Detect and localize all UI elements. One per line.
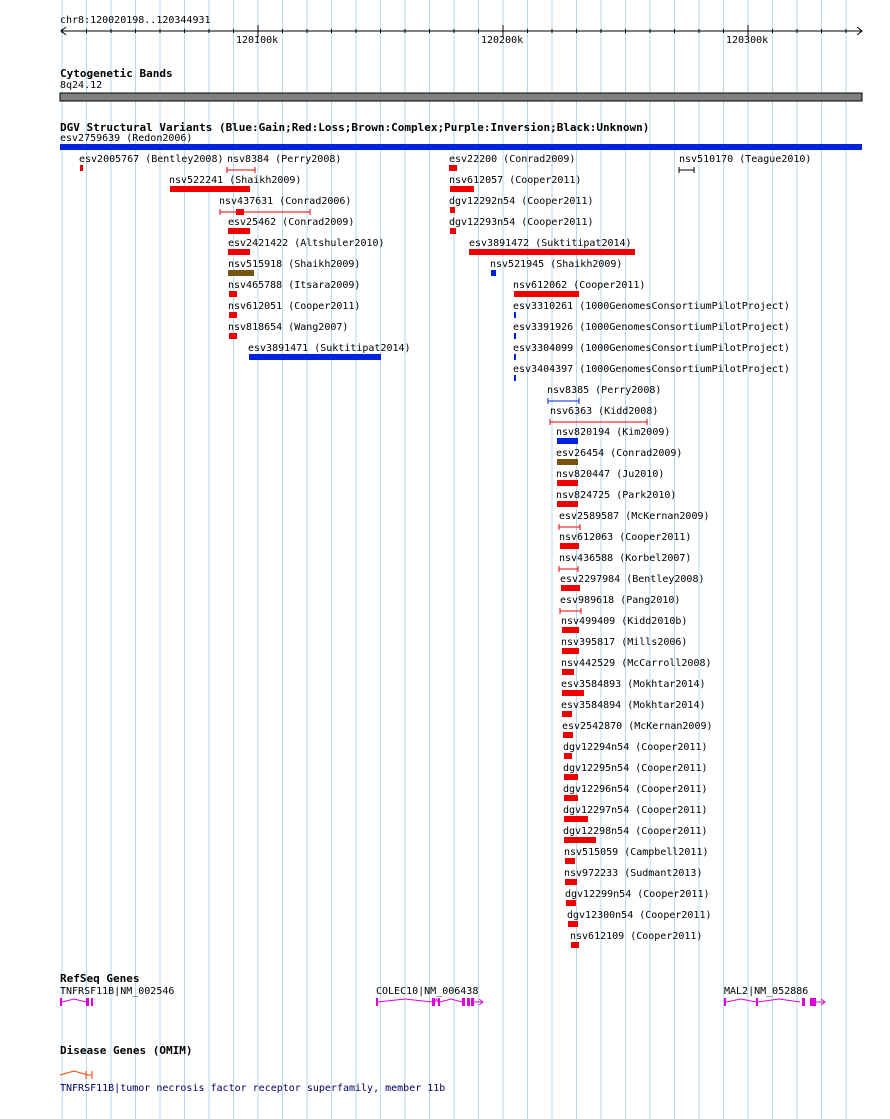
ruler-tick-label: 120300k xyxy=(726,35,769,46)
dgv-variant-label[interactable]: nsv612063 (Cooper2011) xyxy=(559,532,692,543)
dgv-variant-label[interactable]: dgv12292n54 (Cooper2011) xyxy=(449,196,594,207)
dgv-variant-label[interactable]: nsv612057 (Cooper2011) xyxy=(449,175,582,186)
dgv-variant-label[interactable]: nsv820447 (Ju2010) xyxy=(556,469,665,480)
gene-exon[interactable] xyxy=(376,998,378,1006)
dgv-variant-bar[interactable] xyxy=(228,249,250,255)
dgv-variant-label[interactable]: esv2421422 (Altshuler2010) xyxy=(228,238,385,249)
dgv-variant-bar[interactable] xyxy=(450,228,456,234)
dgv-track-title: DGV Structural Variants (Blue:Gain;Red:Loss;Brown:Complex;Purple:Inversion;Black:Unknown) xyxy=(60,121,650,134)
dgv-variant-bar[interactable] xyxy=(564,837,596,843)
dgv-variant-bar[interactable] xyxy=(229,333,237,339)
dgv-variant-label[interactable]: nsv515059 (Campbell2011) xyxy=(564,847,709,858)
dgv-variant-bar[interactable] xyxy=(562,669,574,675)
dgv-variant-bar[interactable] xyxy=(563,732,573,738)
dgv-variant-bar[interactable] xyxy=(514,291,579,297)
dgv-variant-bar[interactable] xyxy=(562,690,584,696)
omim-track-title: Disease Genes (OMIM) xyxy=(60,1044,193,1057)
dgv-variant-bar[interactable] xyxy=(491,270,496,276)
dgv-variant-label[interactable]: nsv820194 (Kim2009) xyxy=(556,427,671,438)
gene-label-tnfrsf11b[interactable]: TNFRSF11B|NM_002546 xyxy=(60,986,175,997)
gene-exon[interactable] xyxy=(438,998,440,1006)
gene-exon[interactable] xyxy=(802,998,805,1006)
dgv-variant-bar[interactable] xyxy=(561,585,580,591)
dgv-variant-label[interactable]: nsv8384 (Perry2008) xyxy=(227,154,342,165)
dgv-variant-label[interactable]: esv3584894 (Mokhtar2014) xyxy=(561,700,706,711)
dgv-variant-bar[interactable] xyxy=(229,312,237,318)
gene-exon[interactable] xyxy=(724,998,726,1006)
dgv-variant-label[interactable]: nsv824725 (Park2010) xyxy=(556,490,677,501)
gene-exon[interactable] xyxy=(60,998,62,1006)
dgv-variant-label[interactable]: dgv12296n54 (Cooper2011) xyxy=(563,784,708,795)
gene-intron xyxy=(62,999,86,1002)
dgv-variant-bar[interactable] xyxy=(568,921,578,927)
dgv-variant-bar[interactable] xyxy=(565,879,577,885)
dgv-variant-label[interactable]: dgv12297n54 (Cooper2011) xyxy=(563,805,708,816)
dgv-variant-label[interactable]: dgv12294n54 (Cooper2011) xyxy=(563,742,708,753)
dgv-variant-bar[interactable] xyxy=(450,186,474,192)
dgv-variant-label[interactable]: esv25462 (Conrad2009) xyxy=(228,217,355,228)
dgv-variant-bar[interactable] xyxy=(562,648,579,654)
dgv-variant-label[interactable]: esv2542870 (McKernan2009) xyxy=(562,721,713,732)
dgv-variant-label[interactable]: dgv12300n54 (Cooper2011) xyxy=(567,910,712,921)
dgv-variant-bar[interactable] xyxy=(564,753,572,759)
refseq-gene-glyphs xyxy=(60,998,825,1006)
chromosome-ideogram[interactable] xyxy=(60,93,862,101)
cytogenetic-track-title: Cytogenetic Bands xyxy=(60,67,173,80)
gene-exon[interactable] xyxy=(86,998,89,1006)
dgv-variant-label[interactable]: nsv442529 (McCarroll2008) xyxy=(561,658,712,669)
dgv-variant-label[interactable]: esv3891472 (Suktitipat2014) xyxy=(469,238,632,249)
dgv-variant-label[interactable]: nsv395817 (Mills2006) xyxy=(561,637,688,648)
dgv-variant-bar[interactable] xyxy=(228,270,254,276)
dgv-variant-bar[interactable] xyxy=(514,375,516,381)
dgv-variant-label[interactable]: dgv12295n54 (Cooper2011) xyxy=(563,763,708,774)
dgv-variant-label[interactable]: nsv972233 (Sudmant2013) xyxy=(564,868,703,879)
dgv-variant-bar[interactable] xyxy=(514,333,516,339)
dgv-variant-label[interactable]: esv3584893 (Mokhtar2014) xyxy=(561,679,706,690)
dgv-variant-label[interactable]: esv2297984 (Bentley2008) xyxy=(560,574,705,585)
dgv-variant-label[interactable]: nsv436588 (Korbel2007) xyxy=(559,553,692,564)
dgv-variant-bar[interactable] xyxy=(557,501,578,507)
gene-exon[interactable] xyxy=(467,998,470,1006)
cytoband-label: 8q24.12 xyxy=(60,80,103,91)
dgv-variant-label[interactable]: esv989618 (Pang2010) xyxy=(560,595,681,606)
dgv-variant-bar[interactable] xyxy=(562,627,579,633)
dgv-variant-bar[interactable] xyxy=(514,354,516,360)
dgv-variant-bar[interactable] xyxy=(249,354,381,360)
dgv-variant-bar[interactable] xyxy=(571,942,579,948)
dgv-variant-label[interactable]: dgv12299n54 (Cooper2011) xyxy=(565,889,710,900)
dgv-variant-label[interactable]: esv2589587 (McKernan2009) xyxy=(559,511,710,522)
dgv-variant-label[interactable]: nsv6363 (Kidd2008) xyxy=(550,406,659,417)
gene-exon[interactable] xyxy=(756,998,758,1006)
omim-gene-label[interactable]: TNFRSF11B|tumor necrosis factor receptor superfamily, member 11b xyxy=(60,1083,446,1094)
dgv-variant-bar[interactable] xyxy=(228,228,250,234)
dgv-variant-label[interactable]: nsv515918 (Shaikh2009) xyxy=(228,259,361,270)
refseq-track-title: RefSeq Genes xyxy=(60,972,140,985)
dgv-variant-bar[interactable] xyxy=(565,858,575,864)
gene-label-mal2[interactable]: MAL2|NM_052886 xyxy=(724,986,809,997)
ruler-location: chr8:120020198..120344931 xyxy=(60,15,211,26)
gene-intron xyxy=(435,999,438,1002)
dgv-variant-core xyxy=(236,209,244,215)
dgv-variant-label[interactable]: nsv612051 (Cooper2011) xyxy=(228,301,361,312)
dgv-variant-label[interactable]: nsv8385 (Perry2008) xyxy=(547,385,662,396)
dgv-variant-label[interactable]: dgv12293n54 (Cooper2011) xyxy=(449,217,594,228)
dgv-variant-bar[interactable] xyxy=(450,207,455,213)
gene-exon[interactable] xyxy=(810,998,816,1006)
ruler-tick-label: 120200k xyxy=(481,35,524,46)
dgv-variant-bar[interactable] xyxy=(557,459,578,465)
dgv-variant-bar[interactable] xyxy=(469,249,635,255)
dgv-variant-label[interactable]: nsv437631 (Conrad2006) xyxy=(219,196,352,207)
dgv-variant-label[interactable]: nsv510170 (Teague2010) xyxy=(679,154,812,165)
dgv-variant-label[interactable]: nsv521945 (Shaikh2009) xyxy=(490,259,623,270)
dgv-variant-bar[interactable] xyxy=(564,795,578,801)
dgv-variant-bar[interactable] xyxy=(229,291,237,297)
gene-strand-arrow-icon xyxy=(816,999,825,1005)
dgv-variant-label[interactable]: esv3310261 (1000GenomesConsortiumPilotProject) xyxy=(513,301,790,312)
dgv-variant-bar[interactable] xyxy=(566,900,576,906)
gene-intron xyxy=(440,999,462,1002)
dgv-variant-label[interactable]: nsv818654 (Wang2007) xyxy=(228,322,349,333)
dgv-variant-label[interactable]: nsv612062 (Cooper2011) xyxy=(513,280,646,291)
ruler-tick-label: 120100k xyxy=(236,35,279,46)
dgv-variant-bar[interactable] xyxy=(60,144,862,150)
gene-exon[interactable] xyxy=(462,998,465,1006)
omim-intron xyxy=(60,1071,88,1075)
dgv-variant-bar[interactable] xyxy=(564,774,578,780)
dgv-variant-bar[interactable] xyxy=(170,186,250,192)
gene-label-colec10[interactable]: COLEC10|NM_006438 xyxy=(376,986,479,997)
dgv-variant-label[interactable]: esv3391926 (1000GenomesConsortiumPilotProject) xyxy=(513,322,790,333)
dgv-variant-bar[interactable] xyxy=(557,480,578,486)
dgv-variant-label[interactable]: esv3304099 (1000GenomesConsortiumPilotProject) xyxy=(513,343,790,354)
dgv-variant-bar[interactable] xyxy=(562,711,572,717)
dgv-variant-bar[interactable] xyxy=(514,312,516,318)
gene-exon[interactable] xyxy=(471,998,474,1006)
dgv-variant-label[interactable]: esv26454 (Conrad2009) xyxy=(556,448,683,459)
dgv-variant-label[interactable]: nsv612109 (Cooper2011) xyxy=(570,931,703,942)
dgv-variant-label[interactable]: nsv522241 (Shaikh2009) xyxy=(169,175,302,186)
dgv-variant-bar[interactable] xyxy=(557,438,578,444)
dgv-variant-label[interactable]: esv3891471 (Suktitipat2014) xyxy=(248,343,411,354)
dgv-variant-label[interactable]: esv3404397 (1000GenomesConsortiumPilotProject) xyxy=(513,364,790,375)
dgv-variant-label[interactable]: esv2005767 (Bentley2008) xyxy=(79,154,224,165)
dgv-variant-bar[interactable] xyxy=(449,165,457,171)
dgv-variant-bar[interactable] xyxy=(564,816,588,822)
dgv-variant-label[interactable]: esv2759639 (Redon2006) xyxy=(60,133,193,144)
gene-exon[interactable] xyxy=(91,998,93,1006)
omim-gene-glyph xyxy=(60,1071,92,1079)
dgv-variant-bar[interactable] xyxy=(560,543,579,549)
dgv-variant-label[interactable]: nsv499409 (Kidd2010b) xyxy=(561,616,688,627)
gene-intron xyxy=(726,999,756,1002)
dgv-variant-glyphs xyxy=(60,144,862,948)
dgv-variant-label[interactable]: dgv12298n54 (Cooper2011) xyxy=(563,826,708,837)
dgv-variant-bar[interactable] xyxy=(80,165,83,171)
gene-intron xyxy=(758,999,800,1002)
gene-exon[interactable] xyxy=(432,998,435,1006)
dgv-variant-label[interactable]: nsv465788 (Itsara2009) xyxy=(228,280,361,291)
dgv-variant-label[interactable]: esv22200 (Conrad2009) xyxy=(449,154,576,165)
